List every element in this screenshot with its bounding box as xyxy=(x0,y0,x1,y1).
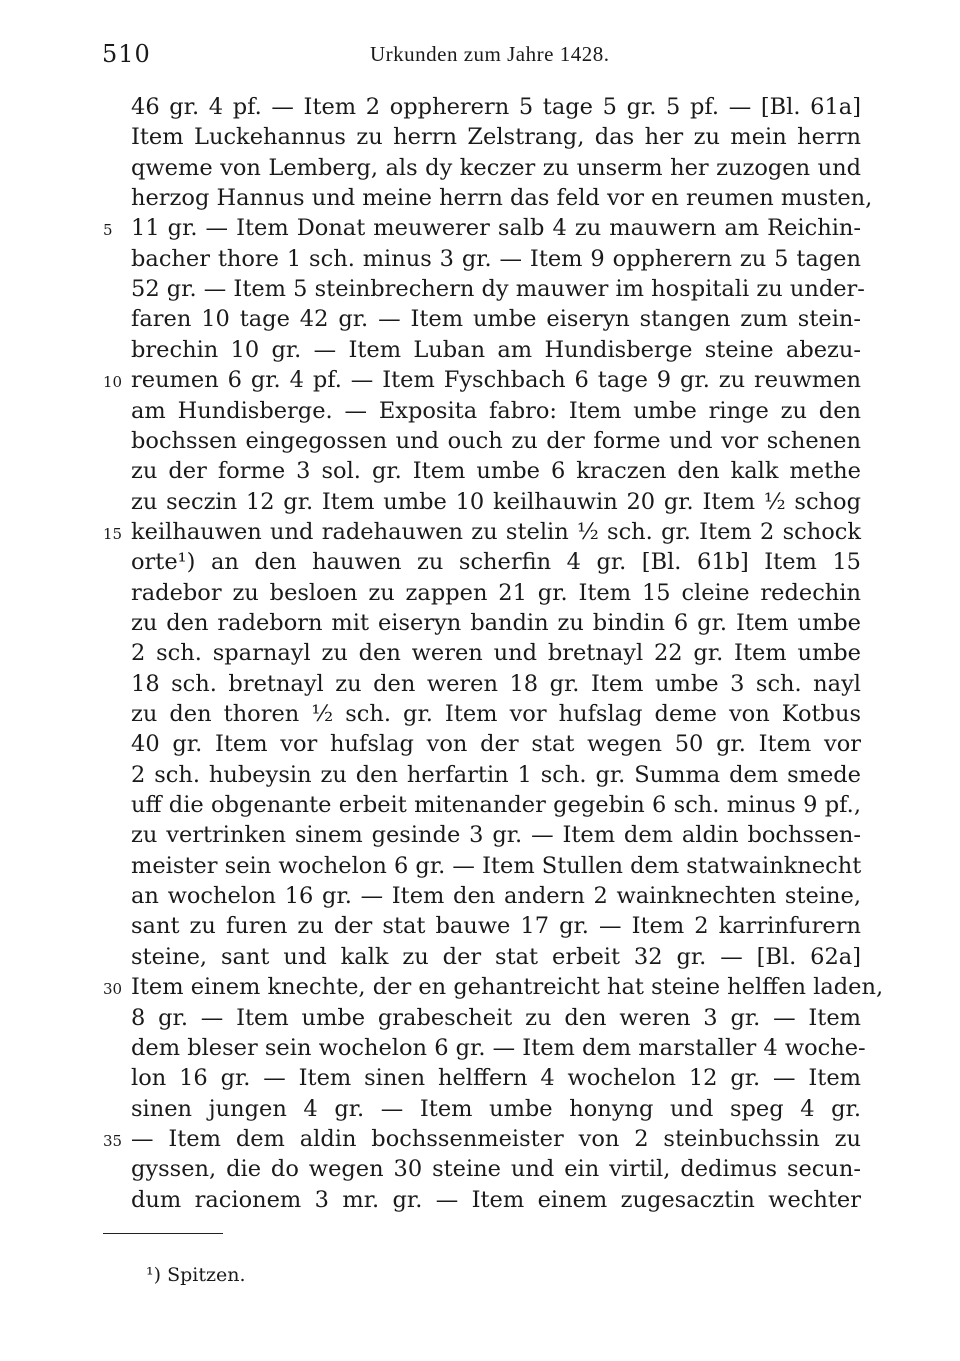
text-line: sant zu furen zu der stat bauwe 17 gr. — Item 2 karrinfurern xyxy=(131,913,861,940)
text-line: qweme von Lemberg, als dy keczer zu unserm her zuzogen und xyxy=(131,154,861,181)
text-line: 8 gr. — Item umbe grabescheit zu den weren 3 gr. — Item xyxy=(131,1004,861,1031)
text-line: 2 sch. sparnayl zu den weren und bretnayl 22 gr. Item umbe xyxy=(131,640,861,667)
text-line: 46 gr. 4 pf. — Item 2 oppherern 5 tage 5 gr. 5 pf. — [Bl. 61a] xyxy=(131,94,861,120)
text-line: zu den radeborn mit eiseryn bandin zu bindin 6 gr. Item umbe xyxy=(131,609,861,636)
text-line: radebor zu besloen zu zappen 21 gr. Item 15 cleine redechin xyxy=(131,579,861,606)
text-line: zu der forme 3 sol. gr. Item umbe 6 kraczen den kalk methe xyxy=(131,458,861,485)
footnote: ¹) Spitzen. xyxy=(146,1264,246,1286)
text-line: am Hundisberge. — Exposita fabro: Item umbe ringe zu den xyxy=(131,397,861,424)
text-line: sinen jungen 4 gr. — Item umbe honyng und speg 4 gr. xyxy=(131,1095,861,1122)
text-line: bacher thore 1 sch. minus 3 gr. — Item 9 oppherern zu 5 tagen xyxy=(131,245,861,272)
text-line: an wochelon 16 gr. — Item den andern 2 wainknechten steine, xyxy=(131,883,861,910)
text-line: steine, sant und kalk zu der stat erbeit 32 gr. — [Bl. 62a] xyxy=(131,943,861,970)
text-line: Item Luckehannus zu herrn Zelstrang, das her zu mein herrn xyxy=(131,124,861,151)
text-line: dem bleser sein wochelon 6 gr. — Item dem marstaller 4 woche- xyxy=(131,1034,866,1061)
text-line: zu vertrinken sinem gesinde 3 gr. — Item dem aldin bochssen- xyxy=(131,822,861,849)
text-line: 52 gr. — Item 5 steinbrechern dy mauwer im hospitali zu under- xyxy=(131,276,865,303)
text-line: bochssen eingegossen und ouch zu der forme und vor schenen xyxy=(131,427,861,454)
text-line: zu seczin 12 gr. Item umbe 10 keilhauwin 20 gr. Item ½ schog xyxy=(131,488,861,515)
running-head: Urkunden zum Jahre 1428. xyxy=(370,42,610,66)
line-number: 5 xyxy=(103,221,113,240)
text-line: 11 gr. — Item Donat meuwerer salb 4 zu mauwern am Reichin- xyxy=(131,215,861,242)
text-line: gyssen, die do wegen 30 steine und ein virtil, dedimus secun- xyxy=(131,1156,861,1183)
text-line: — Item dem aldin bochssenmeister von 2 steinbuchssin zu xyxy=(131,1125,861,1152)
text-line: Item einem knechte, der en gehantreicht hat steine helffen laden, xyxy=(131,974,884,1001)
line-number: 30 xyxy=(103,980,123,999)
text-line: uff die obgenante erbeit mitenander gegebin 6 sch. minus 9 pf., xyxy=(131,792,861,819)
text-line: meister sein wochelon 6 gr. — Item Stullen dem statwainknecht xyxy=(131,852,862,879)
text-line: dum racionem 3 mr. gr. — Item einem zugesacztin wechter xyxy=(131,1186,861,1213)
footnote-rule xyxy=(103,1233,223,1234)
line-number: 10 xyxy=(103,373,123,392)
text-line: 40 gr. Item vor hufslag von der stat wegen 50 gr. Item vor xyxy=(131,731,861,758)
line-number: 35 xyxy=(103,1131,123,1150)
text-line: lon 16 gr. — Item sinen helffern 4 wochelon 12 gr. — Item xyxy=(131,1065,861,1092)
text-line: reumen 6 gr. 4 pf. — Item Fyschbach 6 tage 9 gr. zu reuwmen xyxy=(131,367,861,394)
text-line: brechin 10 gr. — Item Luban am Hundisberge steine abezu- xyxy=(131,336,861,363)
text-line: keilhauwen und radehauwen zu stelin ½ sch. gr. Item 2 schock xyxy=(131,518,861,545)
text-line: orte¹) an den hauwen zu scherfin 4 gr. [Bl. 61b] Item 15 xyxy=(131,549,861,576)
line-number: 15 xyxy=(103,524,123,543)
text-line: 18 sch. bretnayl zu den weren 18 gr. Item umbe 3 sch. nayl xyxy=(131,670,861,697)
text-line: 2 sch. hubeysin zu den herfartin 1 sch. gr. Summa dem smede xyxy=(131,761,861,788)
text-line: herzog Hannus und meine herrn das feld vor en reumen musten, xyxy=(131,185,873,212)
text-line: faren 10 tage 42 gr. — Item umbe eiseryn stangen zum stein- xyxy=(131,306,861,333)
page-number: 510 xyxy=(102,40,151,68)
text-line: zu den thoren ½ sch. gr. Item vor hufslag deme von Kotbus xyxy=(131,701,861,727)
